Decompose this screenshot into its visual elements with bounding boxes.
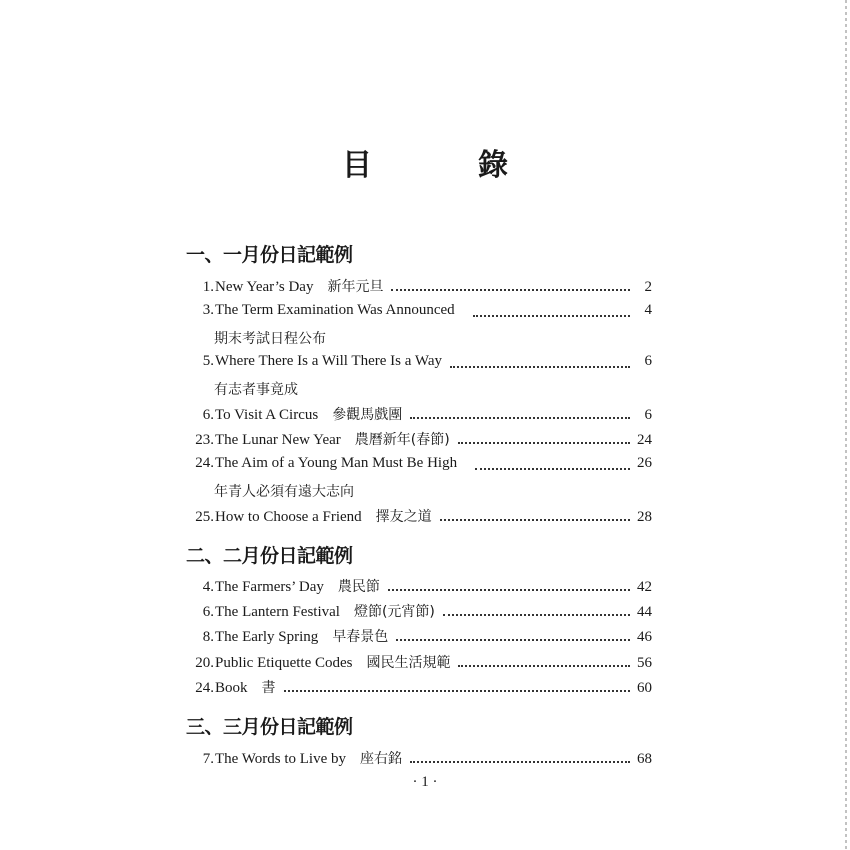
entry-title-zh-continuation: 期末考試日程公布 bbox=[214, 331, 326, 347]
entry-title-en: The Term Examination Was Announced bbox=[215, 302, 455, 318]
entry-title-zh: 新年元旦 bbox=[327, 279, 384, 295]
entry-page: 28 bbox=[637, 509, 652, 525]
entry-number: 23. bbox=[195, 432, 214, 448]
dot-leader bbox=[475, 468, 630, 470]
entry-page: 4 bbox=[644, 302, 652, 318]
entry-page: 56 bbox=[637, 655, 652, 671]
entry-title-en: Book bbox=[215, 680, 248, 696]
toc-entry bbox=[186, 455, 652, 477]
entry-title-en: The Early Spring bbox=[215, 629, 319, 645]
entry-page: 60 bbox=[637, 680, 652, 696]
section-heading-january: 一、一月份日記範例 bbox=[186, 244, 353, 266]
section-heading-march: 三、三月份日記範例 bbox=[186, 716, 353, 738]
entry-number: 6. bbox=[202, 604, 214, 620]
entry-title-en: Where There Is a Will There Is a Way bbox=[215, 353, 442, 369]
entry-title-zh: 書 bbox=[261, 680, 276, 696]
dot-leader bbox=[443, 614, 630, 616]
dot-leader bbox=[473, 315, 630, 317]
entry-number: 1. bbox=[202, 279, 214, 295]
dot-leader bbox=[458, 665, 630, 667]
page-edge-scan-line bbox=[845, 0, 847, 850]
entry-title-en: New Year’s Day bbox=[215, 279, 314, 295]
dot-leader bbox=[391, 289, 630, 291]
entry-page: 42 bbox=[637, 579, 652, 595]
toc-entry bbox=[186, 276, 652, 298]
entry-title-zh: 座右銘 bbox=[360, 751, 402, 767]
toc-entry bbox=[186, 626, 652, 648]
dot-leader bbox=[396, 639, 630, 641]
toc-entry bbox=[186, 677, 652, 699]
entry-title-zh-continuation: 有志者事竟成 bbox=[214, 382, 298, 398]
page-title: 目 錄 bbox=[342, 148, 546, 183]
page-number-footer: · 1 · bbox=[412, 774, 438, 790]
entry-number: 24. bbox=[195, 455, 214, 471]
toc-entry bbox=[186, 601, 652, 623]
entry-number: 25. bbox=[195, 509, 214, 525]
entry-title-zh: 參觀馬戲團 bbox=[332, 407, 403, 423]
entry-title-zh: 國民生活規範 bbox=[366, 655, 451, 671]
toc-entry bbox=[186, 506, 652, 528]
entry-title-zh: 早春景色 bbox=[332, 629, 389, 645]
entry-page: 44 bbox=[637, 604, 652, 620]
dot-leader bbox=[440, 519, 630, 521]
dot-leader bbox=[284, 690, 630, 692]
entry-title-en: The Words to Live by bbox=[215, 751, 346, 767]
entry-title-en: The Lantern Festival bbox=[215, 604, 340, 620]
toc-entry bbox=[186, 353, 652, 375]
entry-title-en: The Farmers’ Day bbox=[215, 579, 324, 595]
entry-page: 46 bbox=[637, 629, 652, 645]
entry-page: 68 bbox=[637, 751, 652, 767]
toc-entry bbox=[186, 302, 652, 324]
dot-leader bbox=[410, 417, 630, 419]
toc-entry bbox=[186, 748, 652, 770]
dot-leader bbox=[388, 589, 630, 591]
toc-entry bbox=[186, 429, 652, 451]
section-heading-february: 二、二月份日記範例 bbox=[186, 545, 353, 567]
entry-title-en: To Visit A Circus bbox=[215, 407, 319, 423]
entry-page: 2 bbox=[644, 279, 652, 295]
entry-number: 20. bbox=[195, 655, 214, 671]
entry-title-en: The Aim of a Young Man Must Be High bbox=[215, 455, 458, 471]
entry-page: 6 bbox=[644, 407, 652, 423]
entry-page: 24 bbox=[637, 432, 652, 448]
entry-page: 6 bbox=[644, 353, 652, 369]
dot-leader bbox=[458, 442, 630, 444]
entry-title-en: Public Etiquette Codes bbox=[215, 655, 353, 671]
entry-number: 6. bbox=[202, 407, 214, 423]
entry-title-zh: 燈節(元宵節) bbox=[353, 604, 435, 620]
dot-leader bbox=[410, 761, 630, 763]
entry-page: 26 bbox=[637, 455, 652, 471]
entry-number: 4. bbox=[202, 579, 214, 595]
entry-number: 3. bbox=[202, 302, 214, 318]
toc-entry bbox=[186, 652, 652, 674]
toc-entry bbox=[186, 404, 652, 426]
entry-number: 24. bbox=[195, 680, 214, 696]
entry-number: 7. bbox=[202, 751, 214, 767]
entry-title-zh: 農民節 bbox=[337, 579, 380, 595]
entry-number: 5. bbox=[202, 353, 214, 369]
entry-title-zh: 擇友之道 bbox=[375, 509, 432, 525]
entry-number: 8. bbox=[202, 629, 214, 645]
entry-title-en: How to Choose a Friend bbox=[215, 509, 362, 525]
dot-leader bbox=[450, 366, 630, 368]
entry-title-zh-continuation: 年青人必須有遠大志向 bbox=[214, 484, 354, 500]
entry-title-en: The Lunar New Year bbox=[215, 432, 341, 448]
entry-title-zh: 農曆新年(春節) bbox=[354, 432, 450, 448]
toc-entry bbox=[186, 576, 652, 598]
